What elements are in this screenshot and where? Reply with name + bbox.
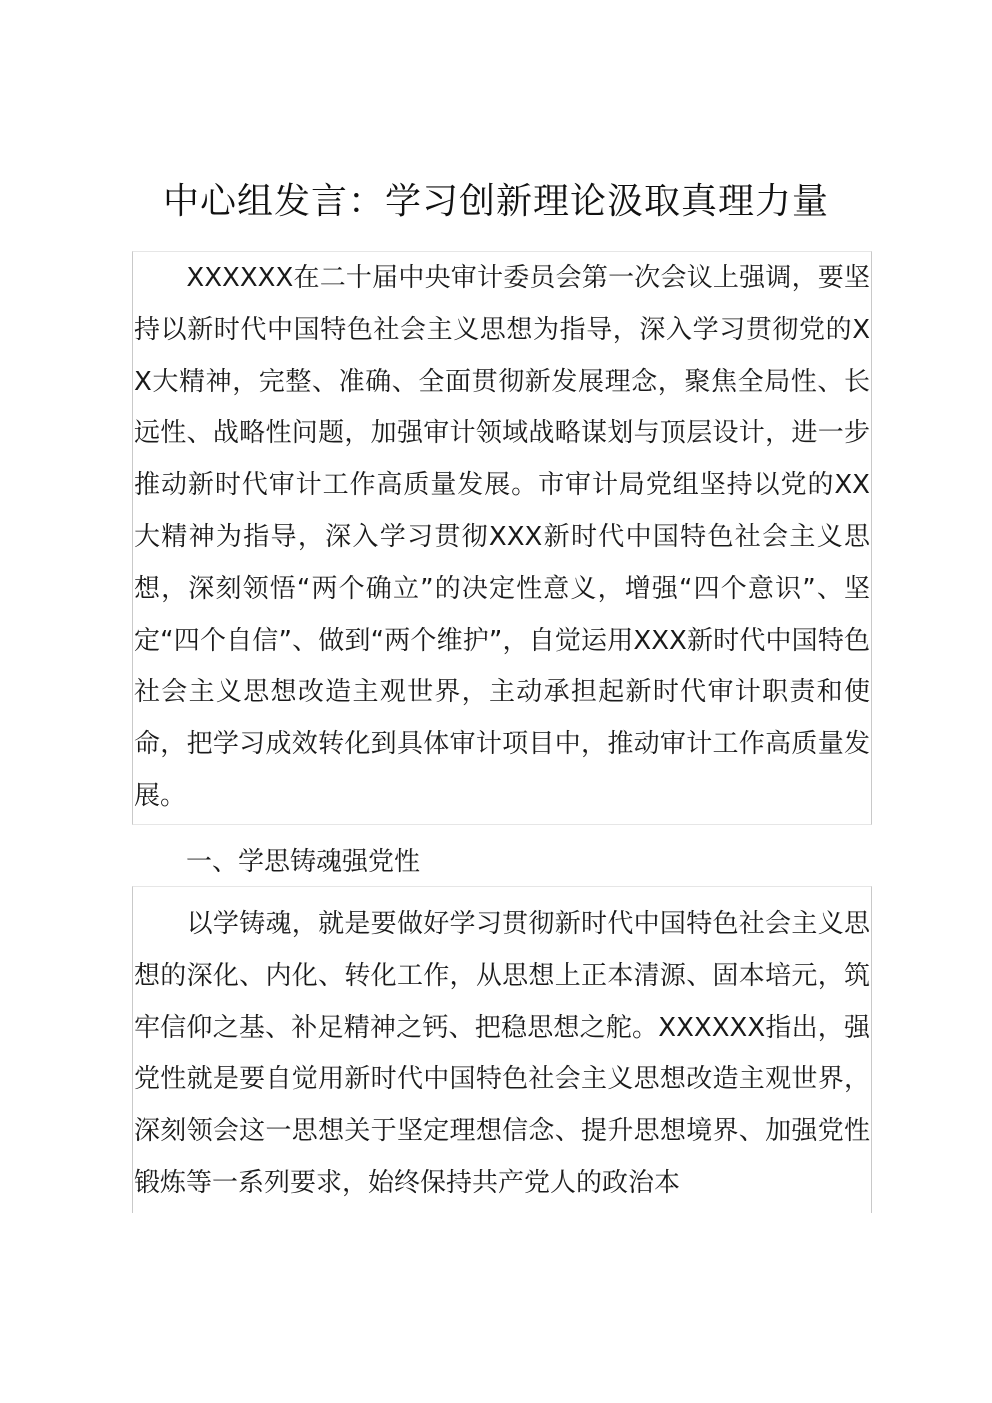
section-heading: 一、学思铸魂强党性 [134,847,421,877]
document-title: 中心组发言：学习创新理论汲取真理力量 [162,181,829,222]
body-paragraph: XXXXXX在二十届中央审计委员会第一次会议上强调，要坚持以新时代中国特色社会主义思想为指导，深入学习贯彻党的XX大精神，完整、准确、全面贯彻新发展理念，聚焦全局性、长远性、战略性问题，加强审计领域战略谋划与顶层设计，进一步推动新时代审计工作高质量发展。市审计局党组坚持以党的XX大精神为指导，深入学习贯彻XXX新时代中国特色社会主义思想，深刻领悟“两个确立”的决定性意义，增强“四个意识”、坚定“四个自信”、做到“两个维护”，自觉运用XXX新时代中国特色社会主义思想改造主观世界，主动承担起新时代审计职责和使命，把学习成效转化到具体审计项目中，推动审计工作高质量发展。 [134,263,870,811]
body-paragraph: 以学铸魂，就是要做好学习贯彻新时代中国特色社会主义思想的深化、内化、转化工作，从思想上正本清源、固本培元，筑牢信仰之基、补足精神之钙、把稳思想之舵。XXXXXX指出，强党性就是要自觉用新时代中国特色社会主义思想改造主观世界，深刻领会这一思想关于坚定理想信念、提升思想境界、加强党性锻炼等一系列要求，始终保持共产党人的政治本 [134,909,870,1198]
